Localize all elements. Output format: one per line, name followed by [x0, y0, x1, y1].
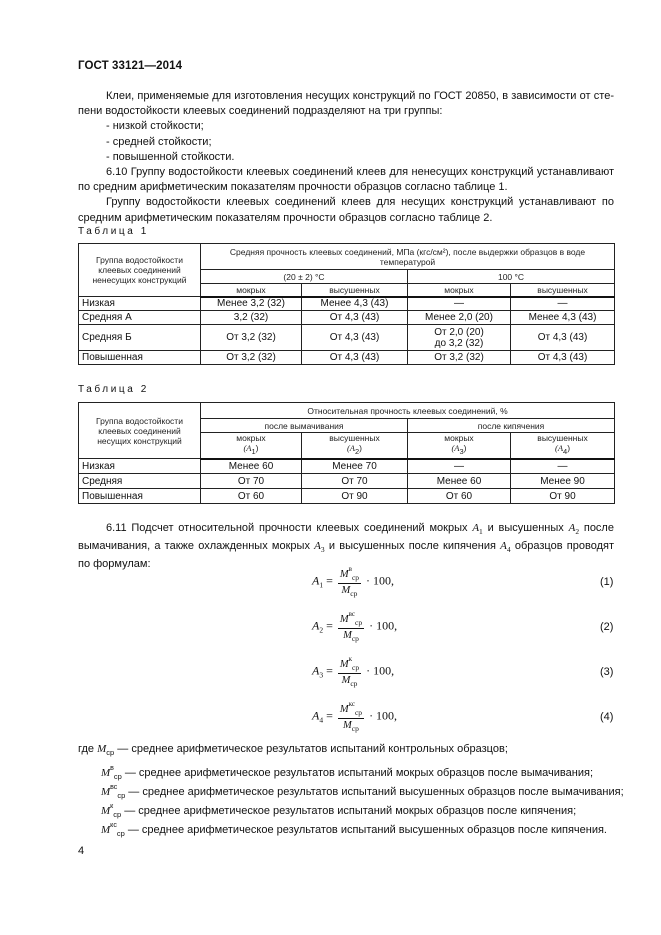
- formula-lhs: A: [312, 663, 320, 678]
- text-part: образцов проводят по формулам:: [78, 540, 614, 571]
- table1-sub-header: мокрых: [408, 284, 511, 297]
- var-idx: 2: [355, 447, 360, 457]
- m-sup: в: [348, 565, 352, 573]
- table-cell: Менее 60: [408, 474, 511, 489]
- m-sub: ср: [355, 618, 363, 627]
- formula-lhs: A: [312, 708, 320, 723]
- formula-2: [312, 610, 397, 643]
- table-row: [79, 325, 615, 351]
- table-cell: Менее 70: [302, 459, 408, 474]
- m-symbol: M: [339, 659, 349, 670]
- table2-sub-header: [201, 433, 302, 459]
- table-cell: От 4,3 (43): [511, 351, 615, 365]
- formula-fraction: [338, 700, 364, 733]
- m-sub: ср: [106, 748, 115, 757]
- sub-label: мокрых: [236, 433, 266, 444]
- m-sub: ср: [351, 634, 359, 643]
- table1-caption: Таблица 1: [78, 226, 149, 237]
- formula-idx: 1: [319, 580, 324, 590]
- m-sup: вс: [110, 784, 118, 791]
- var-idx: 4: [563, 447, 568, 457]
- m-sup: кс: [348, 700, 355, 708]
- table-cell: Повышенная: [79, 351, 201, 365]
- table-cell: От 60: [201, 489, 302, 504]
- m-sup: к: [348, 655, 353, 663]
- formula-eq: =: [326, 573, 333, 588]
- table1-temp1: (20 ± 2) °С: [201, 270, 408, 284]
- var-a3: $A_3$: [314, 540, 325, 555]
- formula-fraction: [338, 565, 361, 598]
- formula-rhs: · 100,: [369, 708, 398, 723]
- m-symbol: M: [339, 614, 349, 625]
- formula-lhs: A: [312, 573, 320, 588]
- var-close: ): [255, 443, 259, 454]
- table1-temp2: 100 °С: [408, 270, 615, 284]
- m-sub: ср: [352, 663, 360, 672]
- clause-6-10-paragraph: 6.10 Группу водостойкости клеевых соединений клеев для ненесущих конструкций устанавливают по средним арифметическим показателям прочности образцов согласно таблице 1.: [78, 166, 614, 194]
- table2-sub-header: [408, 433, 511, 459]
- table-row: [79, 489, 615, 504]
- table2-cond2: после кипячения: [408, 419, 615, 433]
- m-sub: ср: [117, 791, 126, 800]
- m-symbol: M: [101, 805, 111, 817]
- table-cell: 3,2 (32): [201, 311, 302, 325]
- legend-text: — среднее арифметическое результатов испытаний высушенных образцов после вымачивания;: [128, 786, 624, 798]
- table2-sub-header: [511, 433, 615, 459]
- table-cell: Повышенная: [79, 489, 201, 504]
- m-symbol: M: [101, 767, 111, 779]
- table1-main-header-text: Средняя прочность клеевых соединений, МПа (кгс/см²), после выдержки образцов в воде температурой: [229, 246, 586, 267]
- legend-text: — среднее арифметическое результатов испытаний высушенных образцов после кипячения.: [127, 824, 607, 836]
- var-a4: $A_4$: [500, 540, 511, 555]
- text-part: после вымачивания, а также охлажденных мокрых: [78, 522, 614, 553]
- var-close: ): [359, 443, 363, 454]
- sub-var: [514, 443, 611, 457]
- formula-4: [312, 700, 397, 733]
- formula-rhs: · 100,: [366, 663, 395, 678]
- m-symbol: M: [339, 704, 349, 715]
- table-cell: От 3,2 (32): [201, 351, 302, 365]
- table-row: [79, 474, 615, 489]
- m-symbol: M: [343, 720, 352, 731]
- legend-text: — среднее арифметическое результатов испытаний мокрых образцов после кипячения;: [124, 805, 577, 817]
- table-cell: —: [511, 297, 615, 311]
- m-sup: кс: [110, 822, 117, 829]
- formula-lhs: A: [312, 618, 320, 633]
- formula-fraction: [338, 610, 364, 643]
- formula-fraction: [338, 655, 361, 688]
- table-cell: Низкая: [79, 297, 201, 311]
- formula-eq: =: [326, 708, 333, 723]
- sub-label: высушенных: [329, 433, 380, 444]
- formula-rhs: · 100,: [369, 618, 398, 633]
- text-part: 6.11 Подсчет относительной прочности клеевых соединений мокрых: [106, 522, 468, 534]
- table-cell: Средняя А: [79, 311, 201, 325]
- m-sub: ср: [351, 724, 359, 733]
- var-open: (A: [451, 443, 460, 454]
- m-symbol: M: [341, 675, 351, 686]
- table1-sub-header: мокрых: [201, 284, 302, 297]
- var-a2: $A_2$: [568, 522, 580, 536]
- formula-rhs: · 100,: [366, 573, 395, 588]
- m-sup: в: [110, 765, 114, 772]
- table-cell: От 4,3 (43): [302, 311, 408, 325]
- table-row: [79, 351, 615, 365]
- sub-var: [305, 443, 404, 457]
- table-cell: От 90: [511, 489, 615, 504]
- table1-main-header: [201, 244, 615, 270]
- page-number: 4: [78, 845, 85, 857]
- table-cell: От 3,2 (32): [408, 351, 511, 365]
- legend-line: [101, 818, 607, 841]
- var-open: (A: [346, 443, 355, 454]
- m-sub: ср: [354, 708, 363, 717]
- formula-number: (1): [600, 576, 614, 588]
- table-cell: От 3,2 (32): [201, 325, 302, 351]
- table-cell: [408, 325, 511, 351]
- legend-text: — среднее арифметическое результатов испытаний контрольных образцов;: [117, 743, 508, 755]
- intro-text: [78, 89, 614, 226]
- m-sup: вс: [348, 610, 355, 618]
- table-cell: Менее 4,3 (43): [511, 311, 615, 325]
- formula-eq: =: [326, 618, 333, 633]
- legend-text: — среднее арифметическое результатов испытаний мокрых образцов после вымачивания;: [124, 767, 593, 779]
- table-cell: От 4,3 (43): [511, 325, 615, 351]
- table-cell: От 70: [302, 474, 408, 489]
- m-sub: ср: [351, 573, 360, 582]
- table2-group-header: Группа водостойкости клеевых соединений несущих конструкций: [79, 403, 201, 459]
- clause-6-10-paragraph-2: Группу водостойкости клеевых соединений клеев для несущих конструкций устанавливают по средним арифметическим показателям прочности образцов согласно таблице 2.: [78, 196, 614, 224]
- formula-3: [312, 655, 394, 688]
- m-symbol: M: [101, 824, 111, 836]
- m-sub: ср: [350, 679, 358, 688]
- formula-eq: =: [326, 663, 333, 678]
- m-symbol: M: [341, 585, 351, 596]
- table2: [78, 402, 615, 504]
- var-open: (A: [243, 443, 252, 454]
- table-cell: Менее 3,2 (32): [201, 297, 302, 311]
- m-symbol: M: [97, 743, 107, 755]
- cell-line: От 2,0 (20): [434, 326, 484, 338]
- formula-number: (3): [600, 666, 614, 678]
- m-symbol: M: [339, 569, 349, 580]
- table-cell: От 70: [201, 474, 302, 489]
- m-sub: ср: [113, 810, 122, 819]
- table-cell: Средняя: [79, 474, 201, 489]
- table-cell: Средняя Б: [79, 325, 201, 351]
- table-cell: Менее 90: [511, 474, 615, 489]
- intro-paragraph: Клеи, применяемые для изготовления несущих конструкций по ГОСТ 20850, в зависимости от сте-пени водостойкости клеевых соединений подразделяют на три группы:: [78, 90, 614, 118]
- formula-1: [312, 565, 394, 598]
- formula-idx: 2: [319, 625, 324, 635]
- sub-var: [411, 443, 507, 457]
- table2-cond1: после вымачивания: [201, 419, 408, 433]
- table-cell: От 90: [302, 489, 408, 504]
- cell-line: до 3,2 (32): [434, 337, 484, 349]
- list-item: - низкой стойкости;: [106, 120, 204, 133]
- formula-idx: 3: [319, 670, 324, 680]
- formula-idx: 4: [319, 715, 324, 725]
- formula-number: (2): [600, 621, 614, 633]
- legend-where: где: [78, 743, 95, 755]
- table-cell: —: [408, 297, 511, 311]
- table2-main-header: Относительная прочность клеевых соединений, %: [201, 403, 615, 419]
- document-header-title: ГОСТ 33121—2014: [78, 60, 183, 72]
- table-row: [79, 297, 615, 311]
- m-symbol: M: [101, 786, 111, 798]
- var-close: ): [463, 443, 467, 454]
- var-idx: 3: [459, 447, 464, 457]
- m-sub: ср: [116, 829, 125, 838]
- formula-number: (4): [600, 711, 614, 723]
- table1-sub-header: высушенных: [511, 284, 615, 297]
- m-sub: ср: [350, 589, 358, 598]
- var-open: (A: [554, 443, 564, 454]
- table-row: [79, 311, 615, 325]
- table-row: [79, 459, 615, 474]
- var-a1: $A_1$: [472, 522, 483, 536]
- legend-line: [78, 742, 508, 760]
- table1-group-header: Группа водостойкости клеевых соединений ненесущих конструкций: [79, 244, 201, 297]
- table2-caption: Таблица 2: [78, 384, 149, 395]
- list-item: - повышенной стойкости.: [106, 150, 235, 163]
- m-sub: ср: [113, 772, 122, 781]
- var-idx: 1: [251, 447, 256, 457]
- sub-label: мокрых: [444, 433, 474, 444]
- table-cell: Менее 60: [201, 459, 302, 474]
- list-item: - средней стойкости;: [106, 135, 212, 148]
- var-close: ): [567, 443, 571, 454]
- sub-var: [204, 443, 298, 457]
- table1-sub-header: высушенных: [302, 284, 408, 297]
- text-part: и высушенных: [487, 522, 564, 534]
- table-cell: Менее 4,3 (43): [302, 297, 408, 311]
- m-sup: к: [110, 803, 114, 810]
- text-part: и высушенных после кипячения: [328, 540, 496, 553]
- table-cell: От 4,3 (43): [302, 351, 408, 365]
- table-cell: Низкая: [79, 459, 201, 474]
- sub-label: высушенных: [537, 433, 588, 444]
- table-cell: От 4,3 (43): [302, 325, 408, 351]
- table-cell: —: [511, 459, 615, 474]
- table1: [78, 243, 615, 365]
- table-cell: —: [408, 459, 511, 474]
- table-cell: Менее 2,0 (20): [408, 311, 511, 325]
- table-cell: От 60: [408, 489, 511, 504]
- m-symbol: M: [343, 630, 352, 641]
- table2-sub-header: [302, 433, 408, 459]
